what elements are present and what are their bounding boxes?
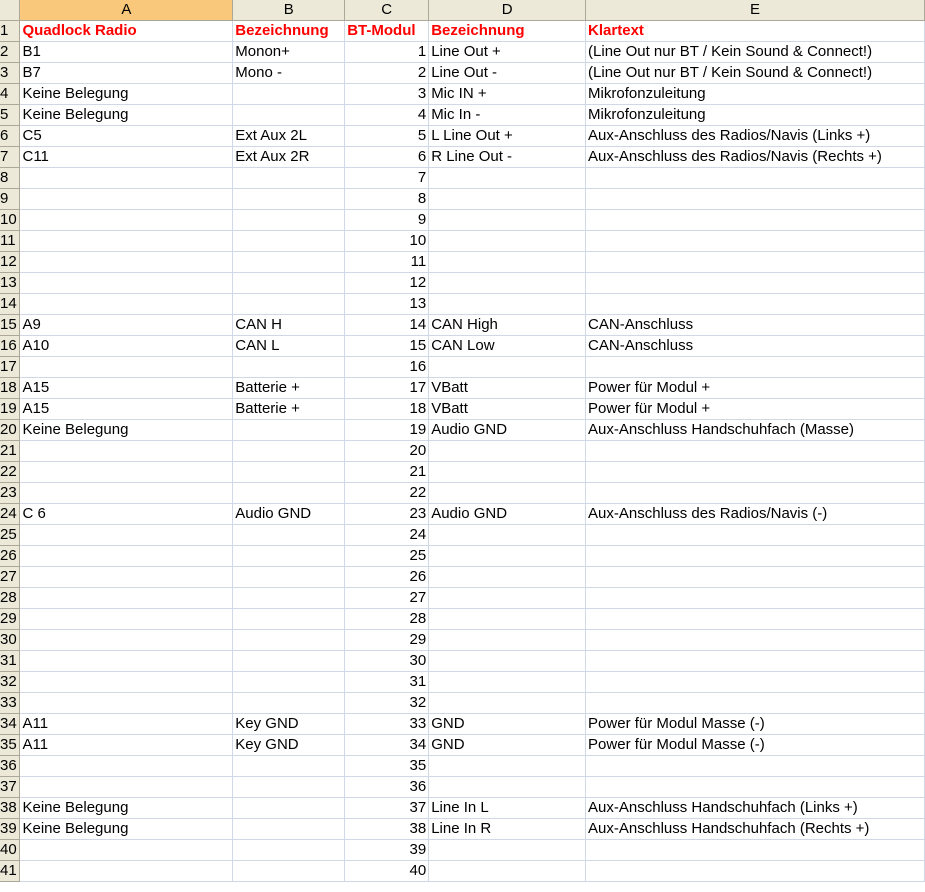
table-row	[0, 693, 925, 714]
table-row	[0, 840, 925, 861]
table-row	[0, 420, 925, 441]
cell-c[interactable]: 19	[345, 420, 429, 441]
cell-a[interactable]	[20, 168, 233, 189]
cell-b[interactable]	[233, 546, 345, 567]
cell-d[interactable]	[429, 777, 586, 798]
cell-c[interactable]: 30	[345, 651, 429, 672]
table-row	[0, 504, 925, 525]
row-header[interactable]: 17	[0, 357, 20, 378]
cell-c[interactable]: 17	[345, 378, 429, 399]
cell-e[interactable]: Aux-Anschluss des Radios/Navis (Rechts +)	[586, 147, 925, 168]
cell-e[interactable]: Power für Modul +	[586, 378, 925, 399]
cell-e[interactable]	[586, 840, 925, 861]
cell-e[interactable]	[586, 210, 925, 231]
cell-b[interactable]	[233, 651, 345, 672]
cell-e[interactable]: (Line Out nur BT / Kein Sound & Connect!)	[586, 63, 925, 84]
cell-c[interactable]: 29	[345, 630, 429, 651]
table-row	[0, 294, 925, 315]
cell-d[interactable]	[429, 693, 586, 714]
table-row	[0, 147, 925, 168]
cell-a[interactable]: Keine Belegung	[20, 105, 233, 126]
cell-a[interactable]	[20, 189, 233, 210]
cell-a[interactable]: C5	[20, 126, 233, 147]
cell-b[interactable]: Batterie +	[233, 378, 345, 399]
cell-a[interactable]: Keine Belegung	[20, 420, 233, 441]
cell-a[interactable]	[20, 861, 233, 882]
cell-b[interactable]	[233, 105, 345, 126]
row-header[interactable]: 7	[0, 147, 20, 168]
cell-c[interactable]: BT-Modul	[345, 21, 429, 42]
table-row	[0, 210, 925, 231]
cell-d[interactable]	[429, 840, 586, 861]
cell-e[interactable]	[586, 525, 925, 546]
cell-e[interactable]: CAN-Anschluss	[586, 315, 925, 336]
row-header[interactable]: 31	[0, 651, 20, 672]
cell-c[interactable]: 40	[345, 861, 429, 882]
cell-e[interactable]	[586, 651, 925, 672]
row-header[interactable]: 28	[0, 588, 20, 609]
table-row	[0, 105, 925, 126]
cell-b[interactable]: Ext Aux 2R	[233, 147, 345, 168]
cell-b[interactable]	[233, 441, 345, 462]
row-header[interactable]: 39	[0, 819, 20, 840]
cell-c[interactable]: 8	[345, 189, 429, 210]
select-all-corner[interactable]	[0, 0, 20, 21]
row-header[interactable]: 3	[0, 63, 20, 84]
cell-b[interactable]	[233, 840, 345, 861]
cell-e[interactable]	[586, 609, 925, 630]
cell-d[interactable]: Bezeichnung	[429, 21, 586, 42]
row-header[interactable]: 36	[0, 756, 20, 777]
cell-a[interactable]	[20, 840, 233, 861]
row-header[interactable]: 19	[0, 399, 20, 420]
cell-d[interactable]	[429, 168, 586, 189]
table-row	[0, 441, 925, 462]
cell-e[interactable]	[586, 777, 925, 798]
row-header[interactable]: 23	[0, 483, 20, 504]
cell-b[interactable]	[233, 588, 345, 609]
cell-c[interactable]: 2	[345, 63, 429, 84]
cell-e[interactable]	[586, 168, 925, 189]
column-header-a[interactable]: A	[20, 0, 233, 21]
table-row	[0, 252, 925, 273]
cell-c[interactable]: 9	[345, 210, 429, 231]
cell-e[interactable]	[586, 462, 925, 483]
row-header[interactable]: 13	[0, 273, 20, 294]
row-header[interactable]: 35	[0, 735, 20, 756]
cell-a[interactable]: B7	[20, 63, 233, 84]
table-row	[0, 777, 925, 798]
row-header[interactable]: 9	[0, 189, 20, 210]
cell-a[interactable]	[20, 672, 233, 693]
cell-c[interactable]: 7	[345, 168, 429, 189]
row-header[interactable]: 15	[0, 315, 20, 336]
cell-d[interactable]: Audio GND	[429, 420, 586, 441]
table-row	[0, 483, 925, 504]
cell-b[interactable]	[233, 630, 345, 651]
cell-b[interactable]: Key GND	[233, 714, 345, 735]
cell-c[interactable]: 3	[345, 84, 429, 105]
table-row	[0, 756, 925, 777]
row-header[interactable]: 33	[0, 693, 20, 714]
table-row	[0, 42, 925, 63]
cell-b[interactable]	[233, 357, 345, 378]
table-row	[0, 63, 925, 84]
cell-a[interactable]: C11	[20, 147, 233, 168]
cell-a[interactable]: C 6	[20, 504, 233, 525]
cell-e[interactable]	[586, 546, 925, 567]
cell-c[interactable]: 28	[345, 609, 429, 630]
table-row	[0, 819, 925, 840]
cell-b[interactable]	[233, 777, 345, 798]
row-header[interactable]: 12	[0, 252, 20, 273]
cell-b[interactable]	[233, 819, 345, 840]
cell-b[interactable]	[233, 567, 345, 588]
cell-a[interactable]	[20, 756, 233, 777]
row-header[interactable]: 8	[0, 168, 20, 189]
cell-b[interactable]: Batterie +	[233, 399, 345, 420]
table-row	[0, 567, 925, 588]
cell-b[interactable]	[233, 420, 345, 441]
cell-d[interactable]	[429, 525, 586, 546]
cell-c[interactable]: 14	[345, 315, 429, 336]
cell-e[interactable]	[586, 294, 925, 315]
cell-b[interactable]	[233, 189, 345, 210]
cell-c[interactable]: 31	[345, 672, 429, 693]
column-header-c[interactable]: C	[345, 0, 429, 21]
cell-a[interactable]	[20, 273, 233, 294]
cell-a[interactable]	[20, 588, 233, 609]
cell-e[interactable]: Klartext	[586, 21, 925, 42]
cell-c[interactable]: 38	[345, 819, 429, 840]
table-row	[0, 231, 925, 252]
row-header[interactable]: 14	[0, 294, 20, 315]
cell-e[interactable]: Mikrofonzuleitung	[586, 84, 925, 105]
cell-b[interactable]	[233, 231, 345, 252]
row-header[interactable]: 20	[0, 420, 20, 441]
cell-c[interactable]: 13	[345, 294, 429, 315]
cell-c[interactable]: 25	[345, 546, 429, 567]
cell-b[interactable]: CAN L	[233, 336, 345, 357]
cell-d[interactable]: GND	[429, 714, 586, 735]
cell-e[interactable]: Power für Modul +	[586, 399, 925, 420]
table-row	[0, 609, 925, 630]
cell-b[interactable]	[233, 294, 345, 315]
cell-c[interactable]: 36	[345, 777, 429, 798]
row-header[interactable]: 34	[0, 714, 20, 735]
cell-b[interactable]: Ext Aux 2L	[233, 126, 345, 147]
cell-d[interactable]	[429, 672, 586, 693]
cell-e[interactable]	[586, 567, 925, 588]
cell-a[interactable]	[20, 294, 233, 315]
cell-b[interactable]: Mono -	[233, 63, 345, 84]
cell-b[interactable]	[233, 756, 345, 777]
cell-c[interactable]: 21	[345, 462, 429, 483]
cell-e[interactable]: Aux-Anschluss des Radios/Navis (-)	[586, 504, 925, 525]
cell-a[interactable]: Quadlock Radio	[20, 21, 233, 42]
table-row	[0, 861, 925, 882]
cell-b[interactable]	[233, 462, 345, 483]
cell-d[interactable]: Line Out -	[429, 63, 586, 84]
row-header[interactable]: 25	[0, 525, 20, 546]
cell-b[interactable]: Key GND	[233, 735, 345, 756]
cell-b[interactable]	[233, 609, 345, 630]
cell-e[interactable]: Power für Modul Masse (-)	[586, 735, 925, 756]
cell-a[interactable]	[20, 630, 233, 651]
table-row	[0, 357, 925, 378]
cell-d[interactable]	[429, 861, 586, 882]
cell-e[interactable]	[586, 231, 925, 252]
cell-d[interactable]	[429, 357, 586, 378]
cell-d[interactable]	[429, 294, 586, 315]
cell-b[interactable]: CAN H	[233, 315, 345, 336]
cell-b[interactable]	[233, 798, 345, 819]
row-header[interactable]: 32	[0, 672, 20, 693]
row-header[interactable]: 29	[0, 609, 20, 630]
cell-b[interactable]	[233, 273, 345, 294]
cell-a[interactable]	[20, 777, 233, 798]
cell-c[interactable]: 10	[345, 231, 429, 252]
cell-b[interactable]	[233, 693, 345, 714]
table-row	[0, 546, 925, 567]
row-header[interactable]: 26	[0, 546, 20, 567]
table-row	[0, 798, 925, 819]
row-header[interactable]: 24	[0, 504, 20, 525]
cell-b[interactable]: Monon+	[233, 42, 345, 63]
cell-a[interactable]: A11	[20, 714, 233, 735]
table-row	[0, 714, 925, 735]
cell-e[interactable]	[586, 273, 925, 294]
cell-e[interactable]: Mikrofonzuleitung	[586, 105, 925, 126]
cell-c[interactable]: 15	[345, 336, 429, 357]
cell-a[interactable]	[20, 441, 233, 462]
cell-c[interactable]: 20	[345, 441, 429, 462]
cell-c[interactable]: 39	[345, 840, 429, 861]
table-row	[0, 378, 925, 399]
cell-e[interactable]	[586, 693, 925, 714]
cell-b[interactable]: Bezeichnung	[233, 21, 345, 42]
cell-e[interactable]	[586, 588, 925, 609]
cell-a[interactable]	[20, 525, 233, 546]
cell-a[interactable]	[20, 546, 233, 567]
cell-d[interactable]: CAN Low	[429, 336, 586, 357]
cell-d[interactable]	[429, 441, 586, 462]
cell-c[interactable]: 34	[345, 735, 429, 756]
cell-d[interactable]: VBatt	[429, 399, 586, 420]
cell-b[interactable]	[233, 210, 345, 231]
row-header[interactable]: 37	[0, 777, 20, 798]
table-row	[0, 168, 925, 189]
cell-c[interactable]: 11	[345, 252, 429, 273]
cell-e[interactable]	[586, 189, 925, 210]
cell-d[interactable]	[429, 483, 586, 504]
column-header-e[interactable]: E	[586, 0, 925, 21]
cell-c[interactable]: 1	[345, 42, 429, 63]
row-header[interactable]: 21	[0, 441, 20, 462]
cell-e[interactable]: Power für Modul Masse (-)	[586, 714, 925, 735]
cell-d[interactable]: R Line Out -	[429, 147, 586, 168]
row-header[interactable]: 6	[0, 126, 20, 147]
cell-b[interactable]	[233, 672, 345, 693]
cell-d[interactable]: GND	[429, 735, 586, 756]
row-header[interactable]: 41	[0, 861, 20, 882]
cell-d[interactable]	[429, 609, 586, 630]
cell-b[interactable]	[233, 168, 345, 189]
cell-c[interactable]: 5	[345, 126, 429, 147]
row-header[interactable]: 40	[0, 840, 20, 861]
cell-a[interactable]: Keine Belegung	[20, 84, 233, 105]
cell-a[interactable]	[20, 210, 233, 231]
column-header-d[interactable]: D	[429, 0, 586, 21]
cell-c[interactable]: 18	[345, 399, 429, 420]
table-row	[0, 651, 925, 672]
cell-e[interactable]: (Line Out nur BT / Kein Sound & Connect!)	[586, 42, 925, 63]
cell-a[interactable]	[20, 483, 233, 504]
table-row	[0, 672, 925, 693]
cell-d[interactable]: L Line Out +	[429, 126, 586, 147]
cell-a[interactable]	[20, 462, 233, 483]
cell-c[interactable]: 26	[345, 567, 429, 588]
cell-c[interactable]: 35	[345, 756, 429, 777]
cell-d[interactable]: VBatt	[429, 378, 586, 399]
cell-e[interactable]	[586, 441, 925, 462]
cell-d[interactable]	[429, 588, 586, 609]
table-row	[0, 588, 925, 609]
cell-e[interactable]: CAN-Anschluss	[586, 336, 925, 357]
table-row	[0, 84, 925, 105]
cell-e[interactable]: Aux-Anschluss Handschuhfach (Links +)	[586, 798, 925, 819]
cell-d[interactable]: Line In L	[429, 798, 586, 819]
column-header-row	[0, 0, 925, 21]
cell-a[interactable]	[20, 357, 233, 378]
cell-d[interactable]	[429, 231, 586, 252]
cell-d[interactable]: Line Out +	[429, 42, 586, 63]
cell-a[interactable]: A15	[20, 378, 233, 399]
cell-d[interactable]	[429, 210, 586, 231]
table-header-row	[0, 21, 925, 42]
cell-a[interactable]: B1	[20, 42, 233, 63]
cell-a[interactable]	[20, 231, 233, 252]
cell-d[interactable]	[429, 567, 586, 588]
cell-d[interactable]	[429, 252, 586, 273]
cell-c[interactable]: 4	[345, 105, 429, 126]
cell-d[interactable]	[429, 546, 586, 567]
row-header[interactable]: 22	[0, 462, 20, 483]
table-row	[0, 462, 925, 483]
cell-b[interactable]	[233, 252, 345, 273]
cell-c[interactable]: 27	[345, 588, 429, 609]
cell-e[interactable]	[586, 357, 925, 378]
row-header[interactable]: 18	[0, 378, 20, 399]
cell-d[interactable]: Line In R	[429, 819, 586, 840]
cell-d[interactable]	[429, 189, 586, 210]
cell-d[interactable]	[429, 756, 586, 777]
row-header[interactable]: 38	[0, 798, 20, 819]
cell-c[interactable]: 6	[345, 147, 429, 168]
row-header[interactable]: 10	[0, 210, 20, 231]
cell-a[interactable]: A15	[20, 399, 233, 420]
cell-a[interactable]: Keine Belegung	[20, 819, 233, 840]
cell-b[interactable]	[233, 525, 345, 546]
cell-c[interactable]: 12	[345, 273, 429, 294]
row-header[interactable]: 30	[0, 630, 20, 651]
cell-c[interactable]: 37	[345, 798, 429, 819]
cell-c[interactable]: 22	[345, 483, 429, 504]
cell-a[interactable]: A9	[20, 315, 233, 336]
cell-a[interactable]	[20, 567, 233, 588]
cell-c[interactable]: 33	[345, 714, 429, 735]
cell-b[interactable]	[233, 861, 345, 882]
table-row	[0, 336, 925, 357]
table-row	[0, 525, 925, 546]
table-row	[0, 126, 925, 147]
cell-d[interactable]	[429, 630, 586, 651]
row-header[interactable]: 11	[0, 231, 20, 252]
cell-a[interactable]	[20, 651, 233, 672]
cell-e[interactable]	[586, 672, 925, 693]
cell-a[interactable]: A11	[20, 735, 233, 756]
cell-c[interactable]: 16	[345, 357, 429, 378]
cell-e[interactable]	[586, 483, 925, 504]
cell-a[interactable]	[20, 693, 233, 714]
cell-d[interactable]	[429, 273, 586, 294]
cell-a[interactable]: Keine Belegung	[20, 798, 233, 819]
cell-b[interactable]: Audio GND	[233, 504, 345, 525]
cell-c[interactable]: 32	[345, 693, 429, 714]
cell-a[interactable]: A10	[20, 336, 233, 357]
cell-a[interactable]	[20, 252, 233, 273]
row-header[interactable]: 4	[0, 84, 20, 105]
cell-d[interactable]: CAN High	[429, 315, 586, 336]
row-header[interactable]: 2	[0, 42, 20, 63]
cell-e[interactable]	[586, 756, 925, 777]
cell-c[interactable]: 23	[345, 504, 429, 525]
cell-b[interactable]	[233, 483, 345, 504]
cell-e[interactable]	[586, 252, 925, 273]
cell-d[interactable]	[429, 651, 586, 672]
row-header[interactable]: 5	[0, 105, 20, 126]
cell-d[interactable]: Audio GND	[429, 504, 586, 525]
cell-d[interactable]: Mic In -	[429, 105, 586, 126]
table-row	[0, 315, 925, 336]
table-row	[0, 273, 925, 294]
row-header[interactable]: 16	[0, 336, 20, 357]
table-row	[0, 630, 925, 651]
cell-e[interactable]: Aux-Anschluss Handschuhfach (Rechts +)	[586, 819, 925, 840]
row-header[interactable]: 27	[0, 567, 20, 588]
column-header-b[interactable]: B	[233, 0, 345, 21]
cell-e[interactable]	[586, 630, 925, 651]
cell-d[interactable]	[429, 462, 586, 483]
cell-e[interactable]	[586, 861, 925, 882]
cell-e[interactable]: Aux-Anschluss Handschuhfach (Masse)	[586, 420, 925, 441]
table-row	[0, 399, 925, 420]
cell-b[interactable]	[233, 84, 345, 105]
cell-a[interactable]	[20, 609, 233, 630]
table-row	[0, 735, 925, 756]
table-row	[0, 189, 925, 210]
cell-e[interactable]: Aux-Anschluss des Radios/Navis (Links +)	[586, 126, 925, 147]
cell-c[interactable]: 24	[345, 525, 429, 546]
cell-d[interactable]: Mic IN +	[429, 84, 586, 105]
row-header[interactable]: 1	[0, 21, 20, 42]
